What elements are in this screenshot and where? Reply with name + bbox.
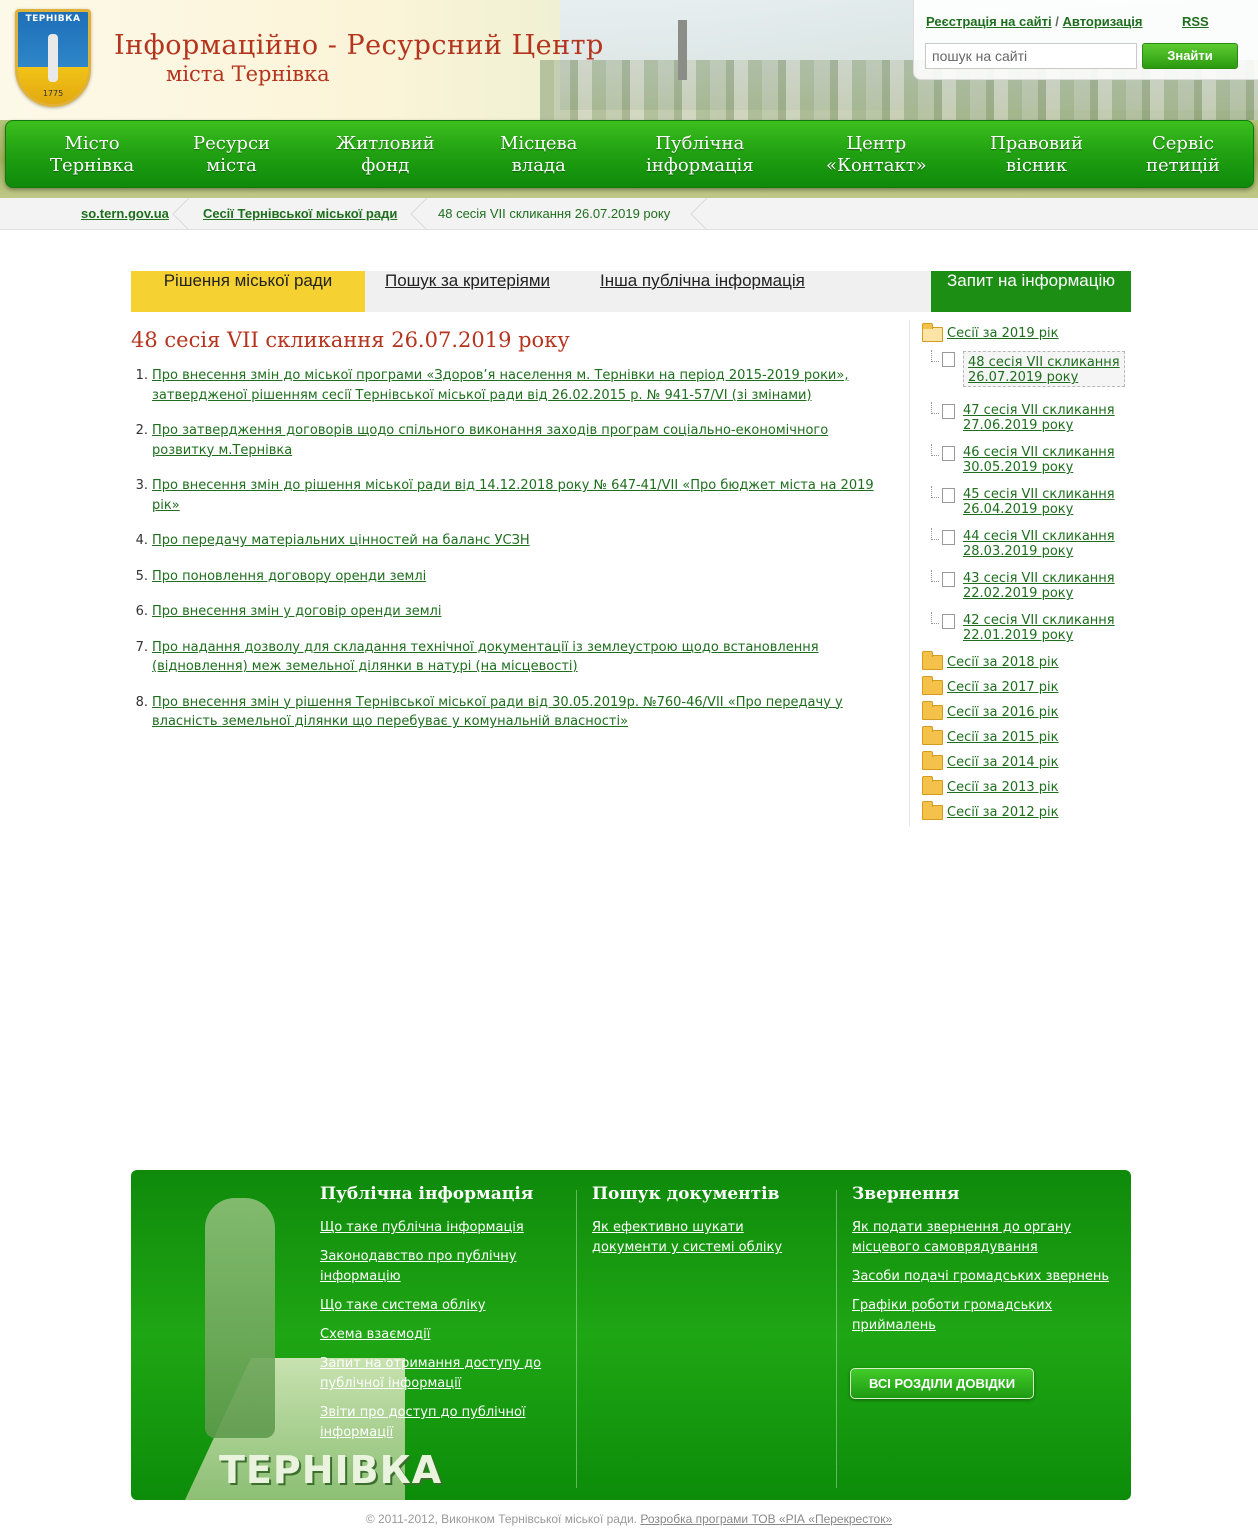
tree-connector — [931, 486, 939, 498]
header-chimney — [678, 20, 687, 80]
search-input[interactable] — [925, 43, 1137, 69]
session-link[interactable] — [963, 403, 1115, 433]
list-item — [131, 476, 886, 515]
footer-link[interactable]: Звіти про доступ до публічної інформації — [320, 1405, 526, 1440]
nav-item-label: Тернівка — [50, 155, 135, 176]
session-line: 47 сесія VII скликання — [963, 403, 1115, 418]
list-item — [131, 531, 886, 551]
all-help-sections-button[interactable]: ВСІ РОЗДІЛИ ДОВІДКИ — [850, 1368, 1034, 1399]
footer-panel — [131, 1170, 1131, 1500]
decision-link[interactable]: Про затвердження договорів щодо спільного виконання заходів програм соціально-економічного розвитку м.Тернівка — [152, 423, 829, 458]
decision-link[interactable]: Про внесення змін до міської програми «Здоров’я населення м. Тернівки на період 2015-2019 роки», затвердженої рішенням сесії Тернівської міської ради від 26.02.2015 р. № 941-57/VI (зі змінами) — [152, 368, 849, 403]
decision-link[interactable]: Про передачу матеріальних цінностей на баланс УСЗН — [152, 533, 530, 548]
document-icon — [942, 614, 955, 629]
footer-link[interactable]: Як подати звернення до органу місцевого самоврядування — [852, 1220, 1072, 1255]
tree-year[interactable] — [947, 805, 1059, 820]
session-line: 45 сесія VII скликання — [963, 487, 1115, 502]
rss-link[interactable]: RSS — [1182, 14, 1209, 29]
site-title: Інформаційно - Ресурсний Центр — [114, 30, 604, 61]
breadcrumb-separator-icon — [690, 198, 708, 230]
session-line: 28.03.2019 року — [963, 544, 1074, 559]
nav-item-label: Публічна — [655, 133, 745, 154]
tree-year[interactable] — [947, 680, 1059, 695]
developer-link[interactable]: Розробка програми ТОВ «РІА «Перекресток» — [640, 1512, 893, 1526]
list-item — [131, 693, 886, 732]
list-item — [131, 567, 886, 587]
footer-link[interactable]: Запит на отримання доступу до публічної інформації — [320, 1356, 542, 1391]
tree-year-2019[interactable] — [947, 326, 1059, 341]
footer-link[interactable]: Графіки роботи громадських приймалень — [852, 1298, 1053, 1333]
breadcrumb — [0, 198, 1258, 230]
session-line: 30.05.2019 року — [963, 460, 1074, 475]
decision-link[interactable]: Про внесення змін у договір оренди землі — [152, 604, 442, 619]
session-link[interactable] — [963, 445, 1115, 475]
session-line: 46 сесія VII скликання — [963, 445, 1115, 460]
item-number: 2. — [135, 423, 148, 438]
item-number: 3. — [135, 478, 148, 493]
nav-item-label: міста — [206, 155, 257, 176]
session-link[interactable] — [963, 487, 1115, 517]
session-line: 42 сесія VII скликання — [963, 613, 1115, 628]
decision-link[interactable]: Про внесення змін у рішення Тернівської міської ради від 30.05.2019р. №760-46/VII «Про передачу у власність земельної ділянки що перебуває у комунальній власності» — [152, 694, 843, 729]
footer-col-title: Публічна інформація — [320, 1184, 534, 1204]
tree-year-link[interactable]: Сесії за 2014 рік — [947, 755, 1059, 770]
decision-link[interactable]: Про внесення змін до рішення міської ради від 14.12.2018 року № 647-41/VII «Про бюджет міста на 2019 рік» — [152, 478, 874, 513]
copyright — [0, 1512, 1258, 1526]
auth-separator: / — [1055, 14, 1059, 29]
tab-label: Інша публічна інформація — [600, 271, 805, 290]
folder-icon — [922, 730, 943, 745]
breadcrumb-sessions[interactable]: Сесії Тернівської міської ради — [203, 206, 398, 221]
decision-list — [131, 366, 886, 748]
tree-year-link[interactable]: Сесії за 2018 рік — [947, 655, 1059, 670]
nav-item-label: фонд — [361, 155, 410, 176]
tree-year[interactable] — [947, 755, 1059, 770]
session-line: 43 сесія VII скликання — [963, 571, 1115, 586]
tree-session[interactable] — [963, 403, 1115, 433]
session-line: 26.07.2019 року — [968, 370, 1079, 385]
register-link[interactable]: Реєстрація на сайті — [926, 14, 1052, 29]
tree-session[interactable] — [963, 529, 1115, 559]
main-nav — [5, 120, 1254, 188]
tab-label: Пошук за критеріями — [385, 271, 551, 290]
auth-links — [926, 14, 1142, 29]
footer-link[interactable]: Що таке система обліку — [320, 1298, 486, 1313]
breadcrumb-home[interactable]: so.tern.gov.ua — [81, 206, 169, 221]
tree-year-link[interactable]: Сесії за 2013 рік — [947, 780, 1059, 795]
tree-year[interactable] — [947, 705, 1059, 720]
decision-link[interactable]: Про надання дозволу для складання технічної документації із землеустрою щодо встановлення (відновлення) меж земельної ділянки в натурі (на місцевості) — [152, 639, 819, 674]
city-emblem-logo[interactable] — [15, 9, 91, 107]
tab-other-public-info[interactable] — [600, 271, 805, 312]
item-number: 7. — [135, 639, 148, 655]
document-icon — [942, 572, 955, 587]
statue-figure — [205, 1198, 275, 1438]
tree-session[interactable] — [963, 445, 1115, 475]
footer-divider — [836, 1190, 837, 1488]
tree-session[interactable] — [963, 571, 1115, 601]
tree-session[interactable] — [963, 487, 1115, 517]
nav-item-label: «Контакт» — [826, 155, 927, 176]
footer-link[interactable]: Законодавство про публічну інформацію — [320, 1249, 517, 1284]
document-icon — [942, 530, 955, 545]
footer-link[interactable]: Що таке публічна інформація — [320, 1220, 524, 1235]
tree-year-link[interactable]: Сесії за 2012 рік — [947, 805, 1059, 820]
footer-link[interactable]: Засоби подачі громадських звернень — [852, 1269, 1110, 1284]
nav-item-city[interactable] — [50, 133, 134, 177]
tree-connector — [931, 570, 939, 582]
nav-item-label: влада — [511, 155, 566, 176]
search-button[interactable]: Знайти — [1142, 43, 1238, 69]
folder-icon — [922, 705, 943, 720]
tree-year-link[interactable]: Сесії за 2016 рік — [947, 705, 1059, 720]
decision-link[interactable]: Про поновлення договору оренди землі — [152, 568, 427, 584]
logo-year: 1775 — [42, 89, 64, 98]
content-tabs — [131, 271, 1131, 312]
nav-item-local-government[interactable] — [500, 133, 577, 177]
session-line: 22.01.2019 року — [963, 628, 1074, 643]
tree-year-link[interactable]: Сесії за 2017 рік — [947, 680, 1059, 695]
tree-session-current[interactable] — [963, 351, 1125, 387]
nav-item-label: Житловий — [336, 133, 435, 154]
footer-link[interactable]: Схема взаємодії — [320, 1327, 431, 1342]
tree-connector — [931, 528, 939, 540]
nav-item-contact-center[interactable] — [826, 133, 927, 177]
item-number: 6. — [135, 604, 148, 619]
folder-icon — [922, 755, 943, 770]
footer-col-title: Пошук документів — [592, 1184, 780, 1204]
tree-year[interactable] — [947, 730, 1059, 745]
item-number: 5. — [135, 568, 148, 584]
site-subtitle: міста Тернівка — [166, 62, 330, 86]
document-icon — [942, 404, 955, 419]
nav-item-label: Місто — [64, 133, 120, 154]
folder-icon — [922, 680, 943, 695]
page-title: 48 сесія VІІ скликання 26.07.2019 року — [131, 328, 570, 352]
info-request-button[interactable]: Запит на інформацію — [931, 271, 1131, 312]
session-line: 48 сесія VII скликання — [968, 355, 1120, 370]
breadcrumb-separator-icon — [410, 198, 428, 230]
document-icon — [942, 488, 955, 503]
auth-search-panel — [913, 0, 1258, 80]
tree-connector — [931, 350, 939, 362]
tree-year-link[interactable]: Сесії за 2015 рік — [947, 730, 1059, 745]
nav-item-label: петицій — [1146, 155, 1220, 176]
nav-item-petitions[interactable] — [1146, 133, 1220, 177]
list-item — [131, 366, 886, 405]
tree-year[interactable] — [947, 780, 1059, 795]
nav-item-resources[interactable] — [193, 133, 270, 177]
folder-icon — [922, 805, 943, 820]
breadcrumb-current: 48 сесія VII скликання 26.07.2019 року — [438, 206, 671, 221]
nav-item-legal-bulletin[interactable] — [990, 133, 1083, 177]
folder-icon — [922, 780, 943, 795]
session-line: 27.06.2019 року — [963, 418, 1074, 433]
tree-connector — [931, 402, 939, 414]
item-number: 1. — [135, 368, 148, 383]
copyright-text: © 2011-2012, Виконком Тернівської міської ради. — [365, 1512, 637, 1526]
logo-figure-icon — [48, 34, 58, 82]
session-link[interactable] — [968, 355, 1120, 385]
tree-year-link[interactable]: Сесії за 2019 рік — [947, 326, 1059, 341]
list-item — [131, 421, 886, 460]
tree-connector — [931, 444, 939, 456]
session-line: 44 сесія VII скликання — [963, 529, 1115, 544]
folder-icon — [922, 655, 943, 670]
footer-col-public-info — [320, 1184, 550, 1452]
document-icon — [942, 446, 955, 461]
document-icon — [942, 352, 955, 367]
breadcrumb-separator-icon — [172, 198, 190, 230]
item-number: 4. — [135, 533, 148, 548]
nav-item-housing[interactable] — [336, 133, 435, 177]
nav-item-label: інформація — [646, 155, 754, 176]
logo-label: ТЕРНІВКА — [25, 14, 81, 24]
footer-link[interactable]: Як ефективно шукати документи у системі обліку — [592, 1220, 783, 1255]
footer-col-document-search — [592, 1184, 822, 1267]
statue-city-label: ТЕРНІВКА — [219, 1448, 443, 1492]
nav-item-label: вісник — [1005, 155, 1068, 176]
session-link[interactable] — [963, 613, 1115, 643]
nav-item-label: Місцева — [500, 133, 578, 154]
session-line: 26.04.2019 року — [963, 502, 1074, 517]
tree-year[interactable] — [947, 655, 1059, 670]
footer-col-title: Звернення — [852, 1184, 960, 1204]
tree-session[interactable] — [963, 613, 1115, 643]
footer-col-appeals — [852, 1184, 1122, 1345]
tab-council-decisions[interactable]: Рішення міської ради — [131, 271, 365, 312]
nav-item-label: Правовий — [990, 133, 1084, 154]
footer-divider — [576, 1190, 577, 1488]
nav-item-public-info[interactable] — [646, 133, 754, 177]
list-item — [131, 602, 886, 622]
tab-search-criteria[interactable] — [385, 271, 550, 312]
item-number: 8. — [135, 694, 148, 710]
login-link[interactable]: Авторизація — [1062, 14, 1143, 29]
nav-item-label: Сервіс — [1152, 133, 1214, 154]
nav-item-label: Центр — [846, 133, 907, 154]
tree-connector — [931, 612, 939, 624]
session-line: 22.02.2019 року — [963, 586, 1074, 601]
list-item — [131, 638, 886, 677]
session-link[interactable] — [963, 529, 1115, 559]
session-link[interactable] — [963, 571, 1115, 601]
nav-item-label: Ресурси — [193, 133, 271, 154]
sessions-tree — [909, 320, 1131, 826]
folder-open-icon — [922, 327, 943, 342]
